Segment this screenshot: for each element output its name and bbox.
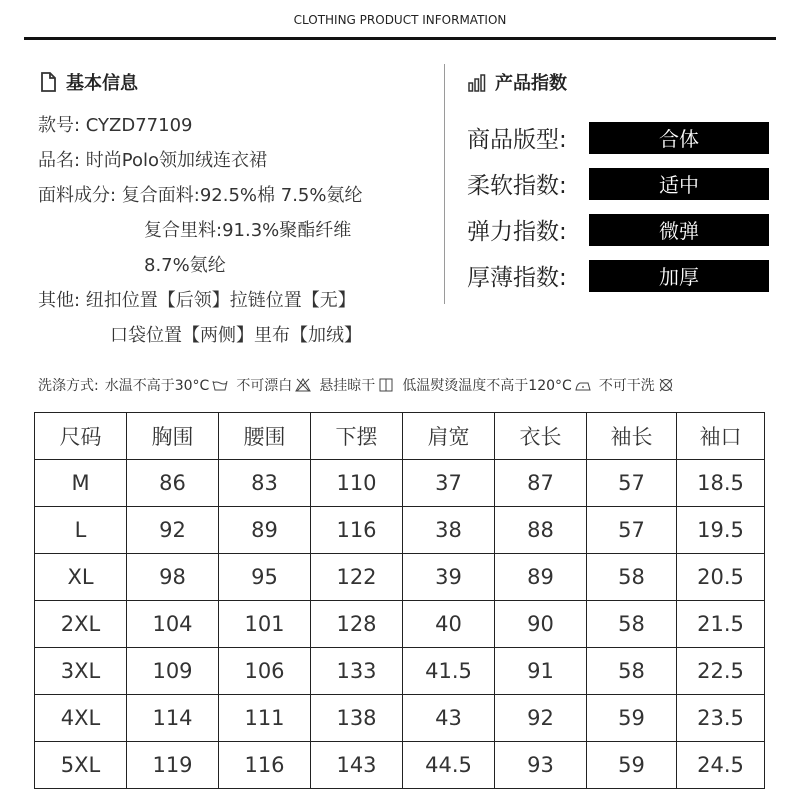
index-label: 商品版型: [467, 127, 567, 153]
column-header: 袖口 [677, 413, 765, 460]
care-item [599, 375, 674, 395]
table-cell: 86 [127, 460, 219, 507]
table-cell: 37 [403, 460, 495, 507]
column-header: 肩宽 [403, 413, 495, 460]
index-row-fit [467, 121, 769, 154]
style-number-line: 款号: CYZD77109 [38, 115, 193, 136]
document-icon [38, 71, 58, 93]
table-cell: 90 [495, 601, 587, 648]
table-header-row [35, 413, 765, 460]
table-cell: 18.5 [677, 460, 765, 507]
index-row-thickness [467, 259, 769, 292]
table-row [35, 460, 765, 507]
line-dry-icon [378, 378, 394, 392]
table-cell: XL [35, 554, 127, 601]
table-cell: 59 [587, 695, 677, 742]
basic-info-heading [38, 69, 138, 95]
product-index-title: 产品指数 [495, 73, 567, 94]
column-header: 尺码 [35, 413, 127, 460]
index-value: 合体 [589, 122, 769, 154]
index-label: 弹力指数: [467, 219, 567, 245]
other-line: 其他: 纽扣位置【后领】拉链位置【无】 [38, 290, 356, 311]
lining-line-2: 8.7%氨纶 [144, 255, 226, 276]
index-row-elasticity [467, 213, 769, 246]
table-cell: 104 [127, 601, 219, 648]
table-cell: L [35, 507, 127, 554]
column-header: 胸围 [127, 413, 219, 460]
table-cell: 38 [403, 507, 495, 554]
table-cell: 39 [403, 554, 495, 601]
care-item [319, 375, 394, 395]
care-text: 不可干洗 [598, 378, 655, 394]
table-cell: 22.5 [677, 648, 765, 695]
table-cell: 106 [219, 648, 311, 695]
table-cell: 19.5 [677, 507, 765, 554]
page-title: CLOTHING PRODUCT INFORMATION [293, 13, 507, 27]
index-label: 厚薄指数: [467, 265, 567, 291]
product-index-heading [467, 69, 567, 95]
care-item [402, 375, 591, 395]
table-cell: 2XL [35, 601, 127, 648]
table-cell: 128 [311, 601, 403, 648]
care-item [236, 375, 311, 395]
table-cell: 116 [311, 507, 403, 554]
table-cell: 57 [587, 507, 677, 554]
size-table [34, 412, 765, 789]
bar-chart-icon [467, 71, 487, 93]
care-text: 低温熨烫温度不高于120°C [402, 378, 572, 394]
index-value: 加厚 [589, 260, 769, 292]
index-row-softness [467, 167, 769, 200]
care-text: 水温不高于30°C [104, 378, 210, 394]
table-cell: 20.5 [677, 554, 765, 601]
table-cell: 58 [587, 554, 677, 601]
index-label: 柔软指数: [467, 173, 567, 199]
table-cell: 89 [219, 507, 311, 554]
table-cell: M [35, 460, 127, 507]
header-rule [24, 37, 776, 40]
care-item [105, 375, 229, 395]
table-cell: 114 [127, 695, 219, 742]
table-cell: 89 [495, 554, 587, 601]
table-cell: 44.5 [403, 742, 495, 789]
no-dry-clean-icon [658, 378, 674, 392]
iron-low-icon [575, 378, 591, 392]
table-cell: 83 [219, 460, 311, 507]
column-header: 下摆 [311, 413, 403, 460]
table-cell: 59 [587, 742, 677, 789]
table-cell: 143 [311, 742, 403, 789]
table-cell: 3XL [35, 648, 127, 695]
table-cell: 95 [219, 554, 311, 601]
table-cell: 92 [127, 507, 219, 554]
table-cell: 58 [587, 601, 677, 648]
fabric-line: 面料成分: 复合面料:92.5%棉 7.5%氨纶 [38, 185, 363, 206]
table-cell: 119 [127, 742, 219, 789]
no-bleach-icon [295, 378, 311, 392]
column-header: 衣长 [495, 413, 587, 460]
table-cell: 88 [495, 507, 587, 554]
basic-info-title: 基本信息 [66, 73, 138, 94]
table-cell: 5XL [35, 742, 127, 789]
table-cell: 122 [311, 554, 403, 601]
care-instructions [38, 375, 682, 395]
care-text: 不可漂白 [236, 378, 293, 394]
table-row [35, 695, 765, 742]
table-cell: 4XL [35, 695, 127, 742]
table-cell: 23.5 [677, 695, 765, 742]
table-row [35, 742, 765, 789]
table-cell: 110 [311, 460, 403, 507]
column-header: 袖长 [587, 413, 677, 460]
table-cell: 21.5 [677, 601, 765, 648]
table-cell: 57 [587, 460, 677, 507]
table-row [35, 601, 765, 648]
table-cell: 116 [219, 742, 311, 789]
vertical-divider [444, 64, 445, 304]
table-cell: 40 [403, 601, 495, 648]
table-cell: 92 [495, 695, 587, 742]
table-cell: 58 [587, 648, 677, 695]
table-cell: 87 [495, 460, 587, 507]
table-cell: 24.5 [677, 742, 765, 789]
table-row [35, 648, 765, 695]
table-cell: 101 [219, 601, 311, 648]
column-header: 腰围 [219, 413, 311, 460]
table-cell: 133 [311, 648, 403, 695]
table-cell: 111 [219, 695, 311, 742]
lining-line: 复合里料:91.3%聚酯纤维 [144, 220, 352, 241]
table-cell: 93 [495, 742, 587, 789]
wash-30-icon [212, 378, 228, 392]
table-cell: 109 [127, 648, 219, 695]
table-cell: 138 [311, 695, 403, 742]
product-name-line: 品名: 时尚Polo领加绒连衣裙 [38, 150, 268, 171]
other-line-2: 口袋位置【两侧】里布【加绒】 [110, 325, 362, 346]
care-text: 悬挂晾干 [319, 378, 376, 394]
table-row [35, 507, 765, 554]
table-cell: 98 [127, 554, 219, 601]
table-cell: 43 [403, 695, 495, 742]
index-value: 适中 [589, 168, 769, 200]
table-row [35, 554, 765, 601]
table-cell: 91 [495, 648, 587, 695]
care-prefix: 洗涤方式: [38, 378, 99, 394]
index-value: 微弹 [589, 214, 769, 246]
table-cell: 41.5 [403, 648, 495, 695]
